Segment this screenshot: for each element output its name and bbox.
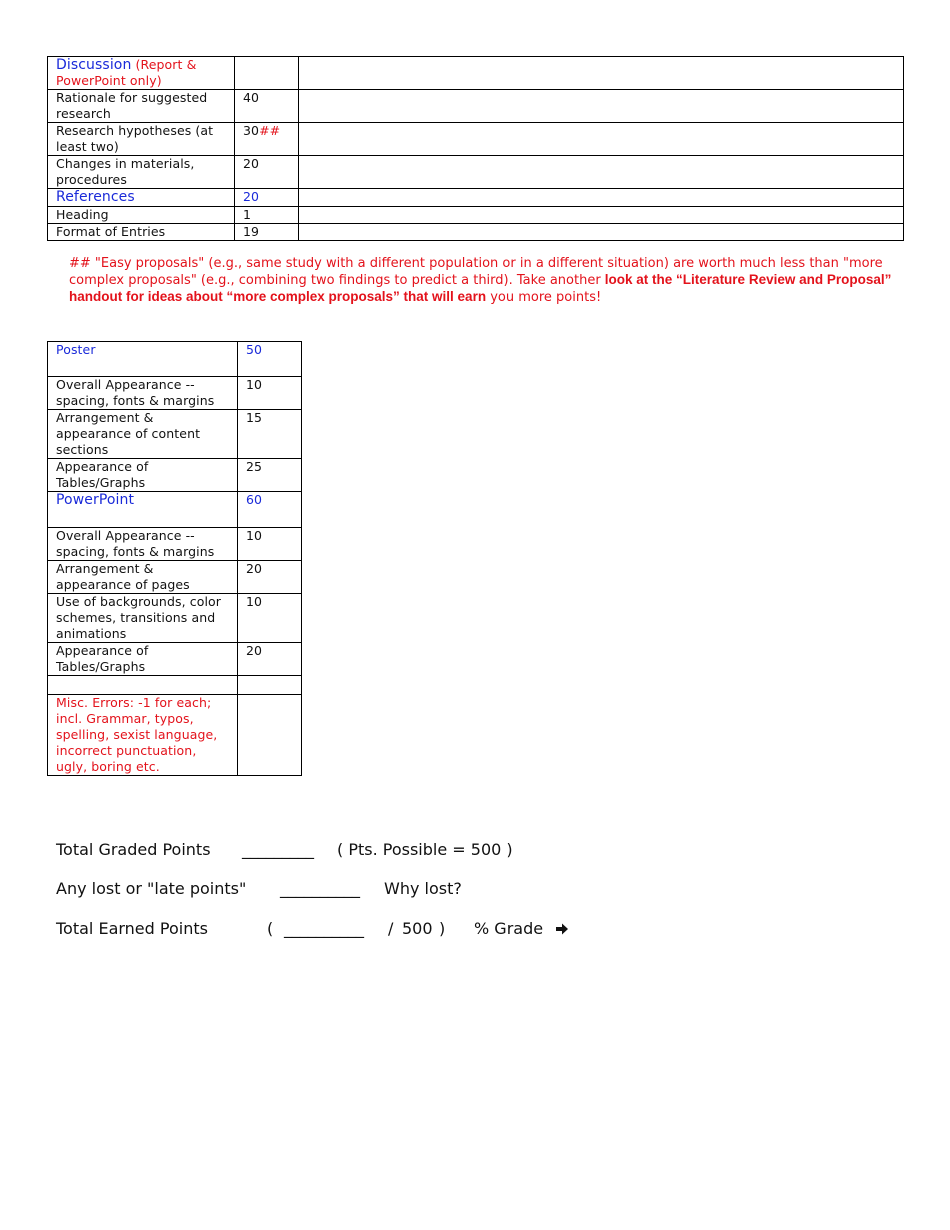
- total-earned-line: [56, 919, 544, 1099]
- table-row: [48, 224, 904, 241]
- points-value: 10: [238, 528, 302, 561]
- table-row: [48, 643, 302, 676]
- table-row-poster: [48, 342, 302, 377]
- points-value: 1: [235, 207, 299, 224]
- criterion-label: Research hypotheses (at least two): [48, 123, 235, 156]
- points-value: 60: [238, 492, 302, 528]
- points-cell: [235, 57, 299, 90]
- table-row: [48, 123, 904, 156]
- points-value: 50: [238, 342, 302, 377]
- late-points-blank: __________: [280, 879, 360, 898]
- table-row-powerpoint: [48, 492, 302, 528]
- points-possible: ( Pts. Possible = 500 ): [337, 840, 513, 859]
- criterion-label: Arrangement & appearance of pages: [48, 561, 238, 594]
- criterion-label: Heading: [48, 207, 235, 224]
- late-points-label: Any lost or "late points": [56, 879, 247, 898]
- total-graded-blank: _________: [242, 840, 314, 859]
- empty-cell: [238, 676, 302, 695]
- table-row: [48, 459, 302, 492]
- comment-cell: [299, 156, 904, 189]
- criterion-label: Format of Entries: [48, 224, 235, 241]
- note-text-end: you more points!: [486, 290, 602, 305]
- poster-heading: Poster: [48, 342, 238, 377]
- table-row-misc: [48, 695, 302, 776]
- discussion-heading: Discussion: [56, 57, 132, 73]
- comment-cell: [299, 207, 904, 224]
- points-value: 15: [238, 410, 302, 459]
- criterion-label: Overall Appearance -- spacing, fonts & margins: [48, 528, 238, 561]
- discussion-note: (Report & PowerPoint only): [56, 57, 197, 88]
- references-heading: References: [48, 189, 235, 207]
- why-lost-label: Why lost?: [384, 879, 462, 898]
- table-row-discussion: [48, 57, 904, 90]
- table-row: [48, 410, 302, 459]
- hypotheses-flag: ##: [259, 123, 281, 138]
- comment-cell: [299, 90, 904, 123]
- comment-cell: [299, 224, 904, 241]
- criterion-label: Appearance of Tables/Graphs: [48, 459, 238, 492]
- points-value: 25: [238, 459, 302, 492]
- rubric-table-poster: [47, 341, 302, 776]
- rubric-table-discussion: [47, 56, 904, 241]
- points-value: 20: [238, 561, 302, 594]
- note-text-start: ## "Easy proposals" (e.g., same study with a different population or in a different situation) are worth much less than "more complex proposals" (e.g., combining two findings to predict a third). Take another: [69, 256, 883, 288]
- powerpoint-heading: PowerPoint: [48, 492, 238, 528]
- criterion-label: Use of backgrounds, color schemes, transitions and animations: [48, 594, 238, 643]
- points-value: 30: [243, 123, 260, 138]
- points-value: 10: [238, 377, 302, 410]
- table-row: [48, 90, 904, 123]
- empty-cell: [48, 676, 238, 695]
- comment-cell: [299, 57, 904, 90]
- table-row: [48, 594, 302, 643]
- table-row-empty: [48, 676, 302, 695]
- discussion-cell: [48, 57, 235, 90]
- table-row: [48, 207, 904, 224]
- proposal-note: [69, 256, 909, 306]
- points-value: 10: [238, 594, 302, 643]
- points-value-cell: [235, 123, 299, 156]
- table-row-references: [48, 189, 904, 207]
- total-earned-blank: __________: [284, 919, 364, 938]
- points-value: 40: [235, 90, 299, 123]
- note-text-bold: look at the “Literature Review and Proposal” handout for ideas about “more complex proposals” that will earn: [69, 272, 892, 304]
- criterion-label: Overall Appearance -- spacing, fonts & margins: [48, 377, 238, 410]
- total-earned-label: Total Earned Points: [56, 919, 208, 938]
- grade-label: % Grade: [474, 919, 544, 938]
- comment-cell: [299, 189, 904, 207]
- arrow-right-icon: [555, 922, 569, 936]
- criterion-label: Appearance of Tables/Graphs: [48, 643, 238, 676]
- misc-errors-points: [238, 695, 302, 776]
- earned-total: 500: [402, 919, 433, 938]
- criterion-label: Rationale for suggested research: [48, 90, 235, 123]
- table-row: [48, 528, 302, 561]
- points-value: 19: [235, 224, 299, 241]
- points-value: 20: [235, 189, 299, 207]
- criterion-label: Changes in materials, procedures: [48, 156, 235, 189]
- comment-cell: [299, 123, 904, 156]
- criterion-label: Arrangement & appearance of content sections: [48, 410, 238, 459]
- earned-open-paren: (: [267, 919, 274, 938]
- total-graded-label: Total Graded Points: [56, 840, 211, 859]
- points-value: 20: [235, 156, 299, 189]
- table-row: [48, 377, 302, 410]
- earned-close-paren: ): [439, 919, 446, 938]
- misc-errors-label: Misc. Errors: -1 for each; incl. Grammar, typos, spelling, sexist language, incorrect punctuation, ugly, boring etc.: [48, 695, 238, 776]
- table-row: [48, 156, 904, 189]
- earned-slash: /: [388, 919, 394, 938]
- table-row: [48, 561, 302, 594]
- points-value: 20: [238, 643, 302, 676]
